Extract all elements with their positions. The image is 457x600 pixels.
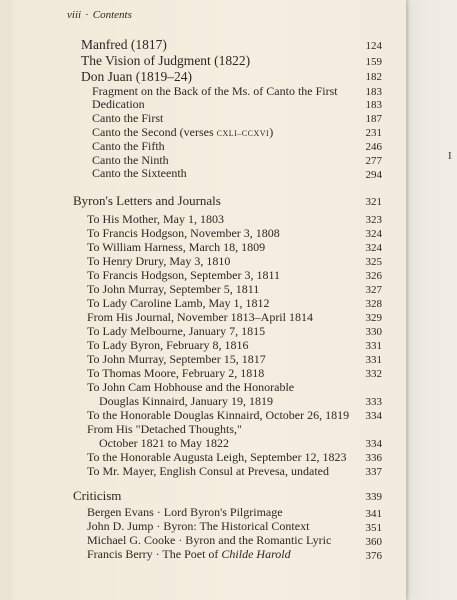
toc-entry-page: 341 <box>365 508 382 520</box>
toc-entry-title: Canto the Ninth <box>92 153 169 167</box>
toc-entry-title: Manfred (1817) <box>81 37 167 52</box>
section-title: Criticism <box>73 488 122 503</box>
toc-entry-title: From His "Detached Thoughts," <box>87 422 242 436</box>
toc-entry-page: 324 <box>365 242 382 254</box>
toc-entry-page: 159 <box>365 56 382 68</box>
toc-entry-title: To Lady Byron, February 8, 1816 <box>87 338 249 352</box>
toc-entry-title: To Lady Melbourne, January 7, 1815 <box>87 324 266 338</box>
toc-essay <box>0 547 406 563</box>
toc-entry-title: Canto the Fifth <box>92 139 165 153</box>
toc-entry-page: 337 <box>365 466 382 478</box>
verse-range: CXLI–CCXVI <box>216 129 270 138</box>
toc-entry-title: To the Honorable Augusta Leigh, September 12, 1823 <box>87 450 347 464</box>
toc-entry-page: 360 <box>365 536 382 548</box>
toc-entry-page: 336 <box>365 452 382 464</box>
toc-entry-page: 182 <box>365 71 382 83</box>
toc-entry-title: To Francis Hodgson, November 3, 1808 <box>87 226 280 240</box>
adjacent-page-letter: I <box>448 150 452 162</box>
toc-entry-title: To the Honorable Douglas Kinnaird, October 26, 1819 <box>87 408 350 422</box>
toc-entry-title: To Thomas Moore, February 2, 1818 <box>87 366 265 380</box>
section-page: 339 <box>365 491 382 503</box>
toc-entry-title: Canto the Sixteenth <box>92 166 187 180</box>
toc-subentry <box>0 166 406 182</box>
toc-entry-title: To Henry Drury, May 3, 1810 <box>87 254 231 268</box>
toc-entry-page: 329 <box>365 312 382 324</box>
toc-section-heading <box>0 193 406 209</box>
toc-entry <box>0 53 406 69</box>
toc-entry-page: 294 <box>365 169 382 181</box>
toc-entry-title: Canto the First <box>92 111 164 125</box>
toc-entry-page: 246 <box>365 141 382 153</box>
toc-entry-page: 187 <box>365 113 382 125</box>
toc-entry-page: 333 <box>365 396 382 408</box>
toc-entry-page: 330 <box>365 326 382 338</box>
toc-entry <box>0 69 406 85</box>
header-title: Contents <box>92 9 132 21</box>
toc-entry-title: John D. Jump · Byron: The Historical Context <box>87 519 310 533</box>
toc-entry-page: 331 <box>365 354 382 366</box>
toc-entry-title: To Lady Caroline Lamb, May 1, 1812 <box>87 296 270 310</box>
toc-entry-title: To Francis Hodgson, September 3, 1811 <box>87 268 281 282</box>
toc-entry-title: To John Cam Hobhouse and the Honorable <box>87 380 295 394</box>
toc-entry-title: Bergen Evans · Lord Byron's Pilgrimage <box>87 505 283 519</box>
toc-entry-page: 277 <box>365 155 382 167</box>
toc-entry-title: Douglas Kinnaird, January 19, 1819 <box>99 394 273 408</box>
toc-entry-page: 183 <box>365 99 382 111</box>
toc-entry-page: 332 <box>365 368 382 380</box>
toc-entry-title: To John Murray, September 5, 1811 <box>87 282 260 296</box>
toc-section-heading <box>0 488 406 504</box>
toc-entry-page: 376 <box>365 550 382 562</box>
toc-entry-title-tail: ) <box>269 125 274 139</box>
page-number-roman: viii <box>67 9 82 21</box>
toc-entry-title: To William Harness, March 18, 1809 <box>87 240 266 254</box>
toc-entry-page: 328 <box>365 298 382 310</box>
toc-entry-title-text: Canto the Second (verses <box>92 125 214 139</box>
toc-entry-title: To His Mother, May 1, 1803 <box>87 212 225 226</box>
section-page: 321 <box>365 196 382 208</box>
toc-entry-page: 183 <box>365 86 382 98</box>
toc-entry-title <box>92 125 273 140</box>
toc-entry-title-text: Francis Berry · The Poet of <box>87 547 219 561</box>
toc-entry-page: 231 <box>365 127 382 139</box>
toc-entry-title: Fragment on the Back of the Ms. of Canto the First <box>92 84 338 98</box>
toc-entry-title: The Vision of Judgment (1822) <box>81 53 251 68</box>
toc-entry-page: 331 <box>365 340 382 352</box>
toc-entry-title: To Mr. Mayer, English Consul at Prevesa, undated <box>87 464 329 478</box>
toc-entry-page: 351 <box>365 522 382 534</box>
toc-entry <box>0 37 406 53</box>
section-title: Byron's Letters and Journals <box>73 193 221 208</box>
toc-entry-title: October 1821 to May 1822 <box>99 436 229 450</box>
running-header <box>67 9 132 21</box>
toc-entry-page: 325 <box>365 256 382 268</box>
adjacent-page <box>404 0 457 600</box>
toc-entry-title: Michael G. Cooke · Byron and the Romantic Lyric <box>87 533 332 547</box>
toc-entry-title <box>87 547 291 562</box>
toc-entry-title: From His Journal, November 1813–April 1814 <box>87 310 313 324</box>
toc-entry-page: 334 <box>365 438 382 450</box>
toc-entry-page: 334 <box>365 410 382 422</box>
toc-entry-page: 323 <box>365 214 382 226</box>
toc-entry-title: To John Murray, September 15, 1817 <box>87 352 266 366</box>
work-title-italic: Childe Harold <box>221 547 291 561</box>
toc-entry-page: 326 <box>365 270 382 282</box>
toc-entry-title: Don Juan (1819–24) <box>81 69 192 84</box>
toc-entry-title: Dedication <box>92 97 145 111</box>
toc-entry-page: 327 <box>365 284 382 296</box>
toc-entry-page: 124 <box>365 40 382 52</box>
header-separator: · <box>85 9 89 21</box>
toc-letter <box>0 464 406 480</box>
toc-entry-page: 324 <box>365 228 382 240</box>
